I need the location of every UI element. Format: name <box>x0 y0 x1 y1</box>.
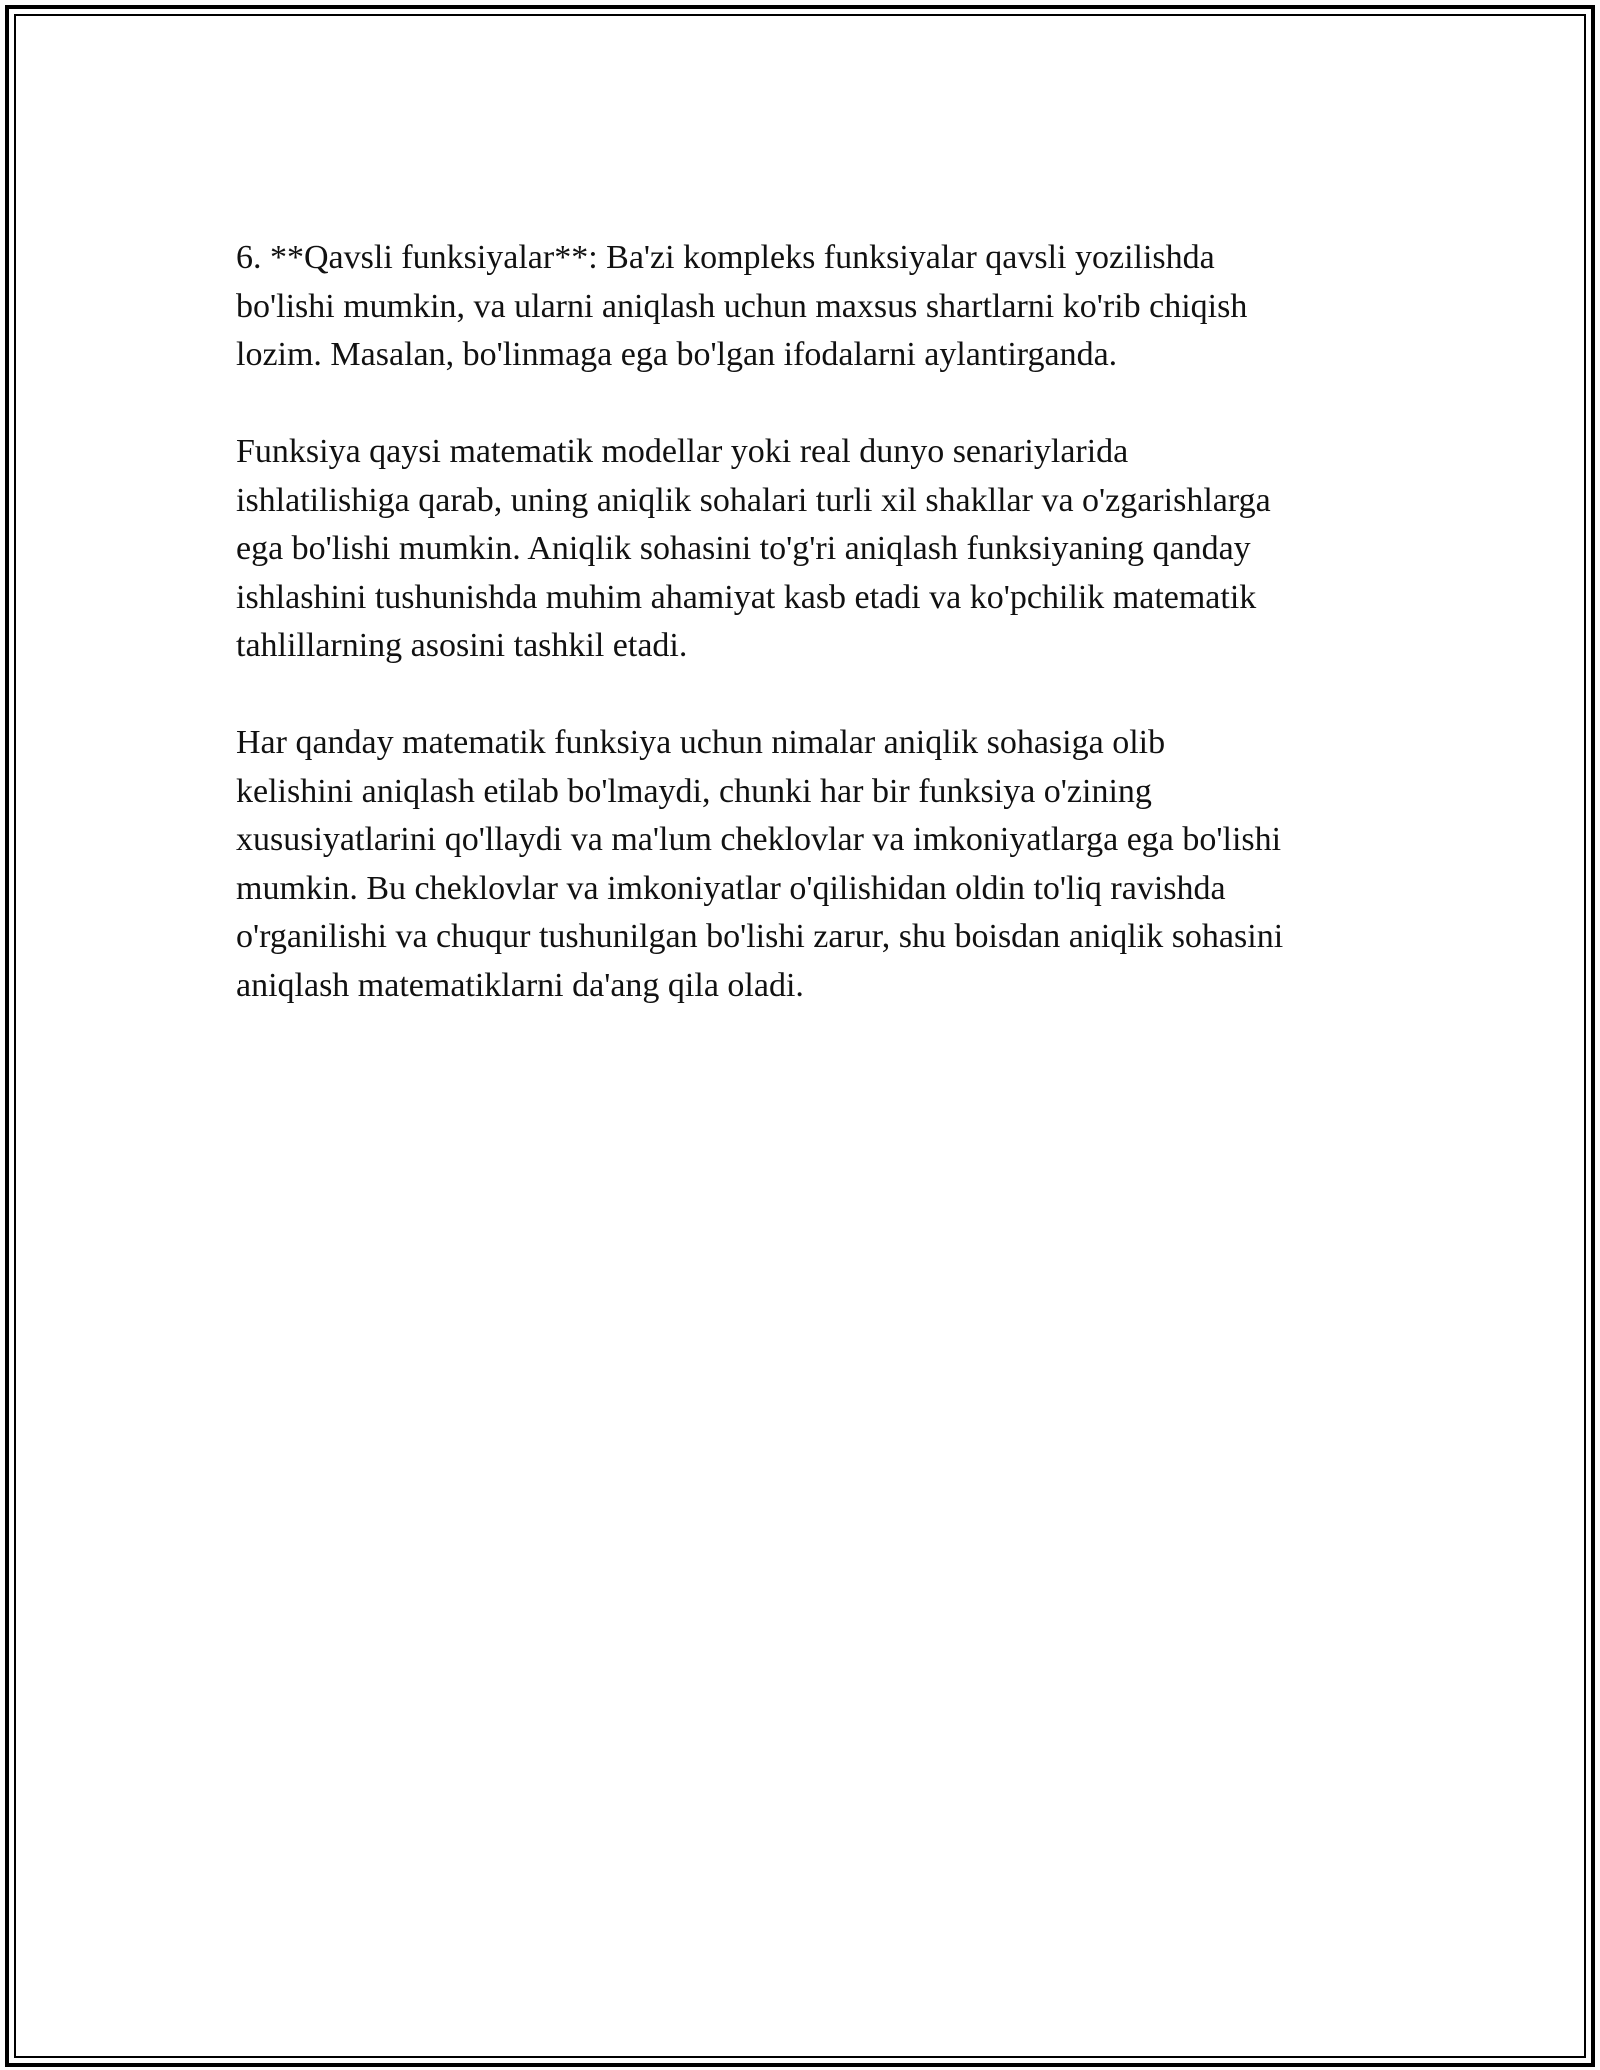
text-line: o'rganilishi va chuqur tushunilgan bo'lishi zarur, shu boisdan aniqlik sohasini <box>236 918 1284 955</box>
text-line: bo'lishi mumkin, va ularni aniqlash uchun maxsus shartlarni ko'rib chiqish <box>236 287 1248 325</box>
text-line: Funksiya qaysi matematik modellar yoki real dunyo senariylarida <box>236 433 1129 470</box>
document-body <box>236 234 1386 1059</box>
paragraph-har-qanday-funksiya <box>236 719 1386 1010</box>
text-line: ega bo'lishi mumkin. Aniqlik sohasini to'g'ri aniqlash funksiyaning qanday <box>236 530 1251 567</box>
text-line: kelishini aniqlash etilab bo'lmaydi, chunki har bir funksiya o'zining <box>236 772 1152 810</box>
text-line: xususiyatlarini qo'llaydi va ma'lum cheklovlar va imkoniyatlarga ega bo'lishi <box>236 821 1282 858</box>
paragraph-qavsli-funksiyalar <box>236 234 1386 380</box>
text-line: 6. **Qavsli funksiyalar**: Ba'zi kompleks funksiyalar qavsli yozilishda <box>236 239 1215 276</box>
text-line: ishlatilishiga qarab, uning aniqlik sohalari turli xil shakllar va o'zgarishlarga <box>236 481 1271 519</box>
text-line: lozim. Masalan, bo'linmaga ega bo'lgan ifodalarni aylantirganda. <box>236 336 1118 373</box>
text-line: Har qanday matematik funksiya uchun nimalar aniqlik sohasiga olib <box>236 724 1166 761</box>
text-line: aniqlash matematiklarni da'ang qila oladi. <box>236 966 804 1004</box>
text-line: ishlashini tushunishda muhim ahamiyat kasb etadi va ko'pchilik matematik <box>236 578 1257 616</box>
text-line: mumkin. Bu cheklovlar va imkoniyatlar o'qilishidan oldin to'liq ravishda <box>236 869 1226 907</box>
text-line: tahlillarning asosini tashkil etadi. <box>236 627 688 664</box>
paragraph-aniqlik-sohalari <box>236 428 1386 671</box>
